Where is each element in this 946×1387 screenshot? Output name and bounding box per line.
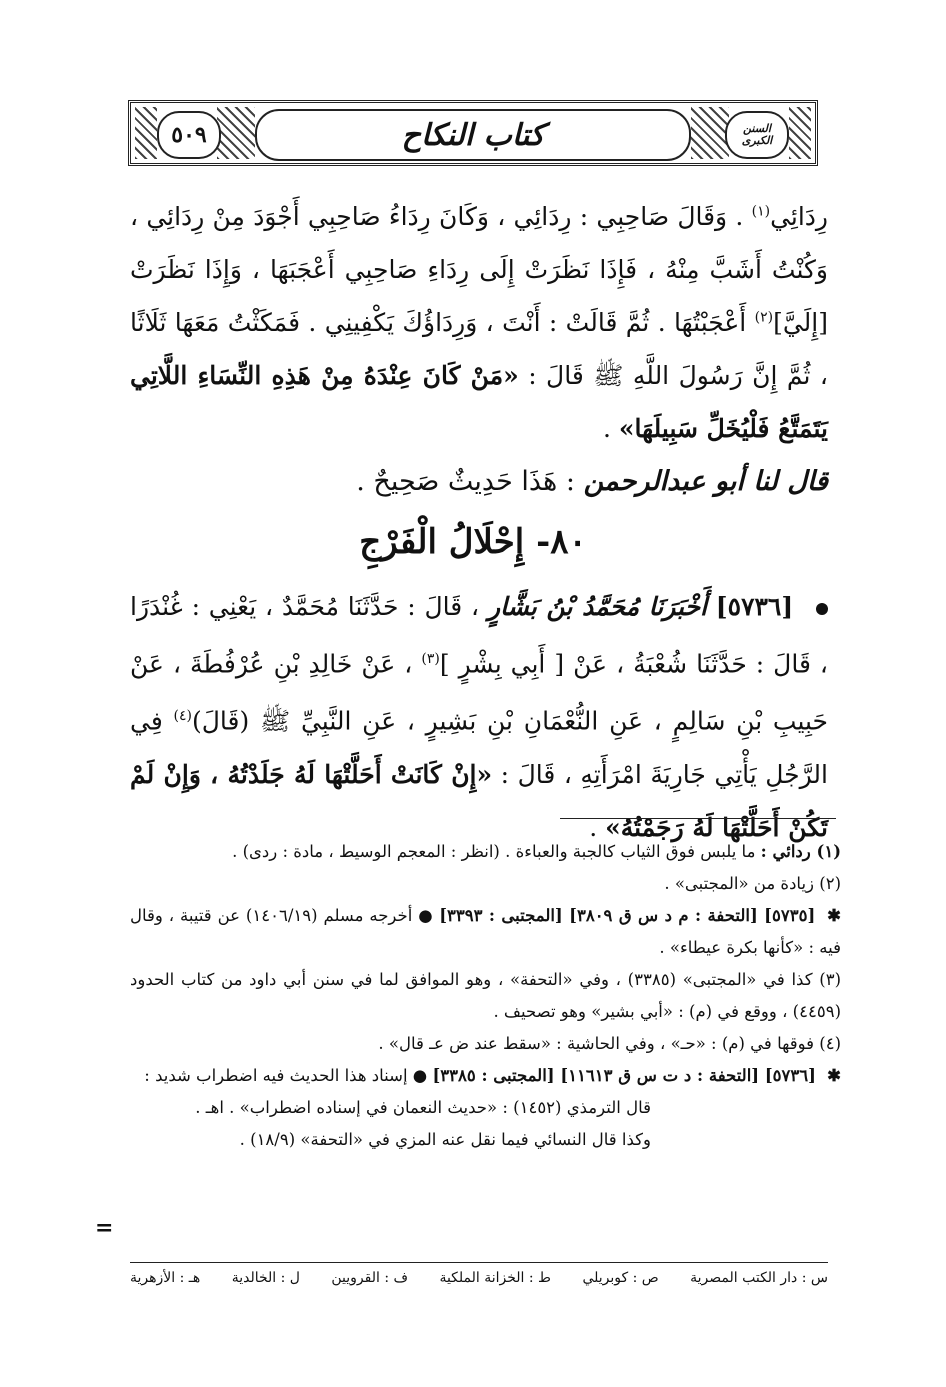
- bullet-icon: ●: [412, 1066, 428, 1085]
- footnote-ref: (٤): [173, 708, 193, 725]
- text-span: .: [602, 414, 611, 443]
- chapter-title: كتاب النكاح: [255, 109, 691, 161]
- abbreviation: هـ : الأزهرية: [130, 1270, 201, 1286]
- hadith-quote: «إِنْ كَانَتْ أَحَلَّتْهَا لَهُ جَلَدْتُهُ ، وَإِنْ لَمْ تَكُنْ أَحَلَّتْهَا لَهُ رَجَمْتُهُ»: [130, 759, 828, 842]
- takhrij-line: قال الترمذي (١٤٥٢) : «حديث النعمان في إسناده اضطراب» . اهـ .: [195, 1098, 651, 1117]
- book-logo: السنن الكبرى: [725, 111, 789, 159]
- takhrij-note: [130, 900, 841, 964]
- text-span: .: [589, 812, 598, 842]
- remark-speaker: قال لنا أبو عبدالرحمن: [583, 466, 828, 497]
- abbreviation: ط : الخزانة الملكية: [439, 1270, 552, 1286]
- ornament-pattern: [789, 107, 811, 159]
- footnote: (٢) زيادة من «المجتبى» .: [664, 874, 841, 893]
- page-header: [128, 100, 818, 166]
- footnote: [130, 836, 841, 868]
- text-span: . وَقَالَ صَاحِبِي : رِدَائِي ، وَكَانَ رِدَاءُ صَاحِبِي أَجْوَدَ مِنْ رِدَائِي ، وَكُنْتُ أَشَبَّ مِنْهُ ، فَإِذَا نَظَرَتْ إِلَى رِدَاءِ صَاحِبِي أَعْجَبَهَا ، وَإِذَا نَظَرَتْ [إِلَيَّ]: [130, 202, 828, 337]
- takhrij-note: [130, 1060, 841, 1092]
- takhrij-text: أخرجه مسلم (١٤٠٦/١٩) عن قتيبة ، وقال فيه : «كأنها بكرة عيطاء» .: [130, 906, 841, 957]
- asterisk-icon: ✱: [827, 1066, 841, 1085]
- manuscript-abbreviations: [130, 1270, 828, 1286]
- remark-text: : هَذَا حَدِيثٌ صَحِيحٌ .: [356, 466, 575, 497]
- section-title: ٨٠- إِحْلَالُ الْفَرْجِ: [359, 522, 587, 562]
- body-text: [130, 190, 828, 508]
- ornament-pattern: [691, 107, 729, 159]
- hadith-number: [٥٧٣٦]: [715, 592, 794, 621]
- page-number: ٥٠٩: [157, 111, 221, 159]
- paragraph: [130, 190, 828, 455]
- bullet-icon: [816, 603, 828, 615]
- abbreviation: ص : كوبريلي: [582, 1270, 659, 1286]
- author-remark: [130, 455, 828, 508]
- footnote: (٤) فوقها في (م) : «حـ» ، وفي الحاشية : «سقط عند ض عـ قال» .: [378, 1034, 841, 1053]
- footnote: (٣) كذا في «المجتبى» (٣٣٨٥) ، وفي «التحفة» ، وهو الموافق لما في سنن أبي داود من كتاب الحدود (٤٤٥٩) ، ووقع في (م) : «أبي بشير» وهو تصحيف .: [130, 970, 842, 1021]
- text-span: ، قَالَ : حَدَّثَنَا مُحَمَّدٌ ، يَعْنِي : غُنْدَرًا ، قَالَ : حَدَّثَنَا شُعْبَةُ ، عَنْ [ أَبِي بِشْرٍ ]: [130, 592, 828, 679]
- hadith-quote: «مَنْ كَانَ عِنْدَهُ مِنْ هَذِهِ النِّسَاءِ اللَّاتِي يَتَمَتَّعُ فَلْيُخَلِّ سَبِيلَهَا»: [130, 361, 828, 443]
- asterisk-icon: ✱: [827, 906, 841, 925]
- hadith-block: [130, 580, 828, 854]
- ornament-pattern: [135, 107, 157, 159]
- takhrij-line: وكذا قال النسائي فيما نقل عنه المزي في «التحفة» (١٨/٩) .: [239, 1130, 651, 1149]
- text-span: ، عَنْ خَالِدِ بْنِ عُرْفُطَةَ ، عَنْ حَبِيبِ بْنِ سَالِمٍ ، عَنِ النُّعْمَانِ بْنِ بَشِيرٍ ، عَنِ النَّبِيِّ ﷺ (قَالَ): [130, 649, 828, 736]
- takhrij-ref: [٥٧٣٦] [التحفة : د ت س ق ١١٦١٣] [المجتبى : ٣٣٨٥]: [432, 1066, 816, 1085]
- abbreviation: ل : الخالدية: [231, 1270, 300, 1286]
- footnote-ref: (٢): [754, 309, 774, 326]
- abbreviation: ف : القرويين: [331, 1270, 409, 1286]
- takhrij-text: إسناد هذا الحديث فيه اضطراب شديد :: [144, 1066, 408, 1085]
- footnote-ref: (٣): [421, 651, 440, 667]
- text-span: أَعْجَبْتُهَا . ثُمَّ قَالَتْ : أَنْتَ ، وَرِدَاؤُكَ يَكْفِينِي . فَمَكَثْتُ مَعَهَا ثَلَاثًا ، ثُمَّ إِنَّ رَسُولَ اللَّهِ ﷺ قَالَ :: [130, 308, 828, 390]
- footnotes: [130, 836, 841, 1156]
- footnote-label: (١) ردائي :: [760, 842, 841, 861]
- paragraph: [130, 580, 828, 854]
- abbreviations-divider: [130, 1262, 828, 1263]
- footnote-text: ما يلبس فوق الثياب كالجبة والعباءة . (انظر : المعجم الوسيط ، مادة : ردى) .: [232, 842, 756, 861]
- footnote-divider: [560, 818, 836, 819]
- ornament-pattern: [217, 107, 255, 159]
- footnote-ref: (١): [751, 203, 771, 220]
- text-span: رِدَائِي: [770, 202, 829, 231]
- continuation-mark: =: [95, 1215, 114, 1241]
- abbreviation: س : دار الكتب المصرية: [690, 1270, 828, 1286]
- text-span: فِي الرَّجُلِ يَأْتِي جَارِيَةَ امْرَأَتِهِ ، قَالَ :: [130, 706, 828, 789]
- bullet-icon: ●: [418, 906, 434, 925]
- akhbarana-text: أَخْبَرَنَا مُحَمَّدُ بْنُ بَشَّارٍ: [487, 592, 707, 621]
- takhrij-ref: [٥٧٣٥] [التحفة : م د س ق ٣٨٠٩] [المجتبى : ٣٣٩٣]: [439, 906, 816, 925]
